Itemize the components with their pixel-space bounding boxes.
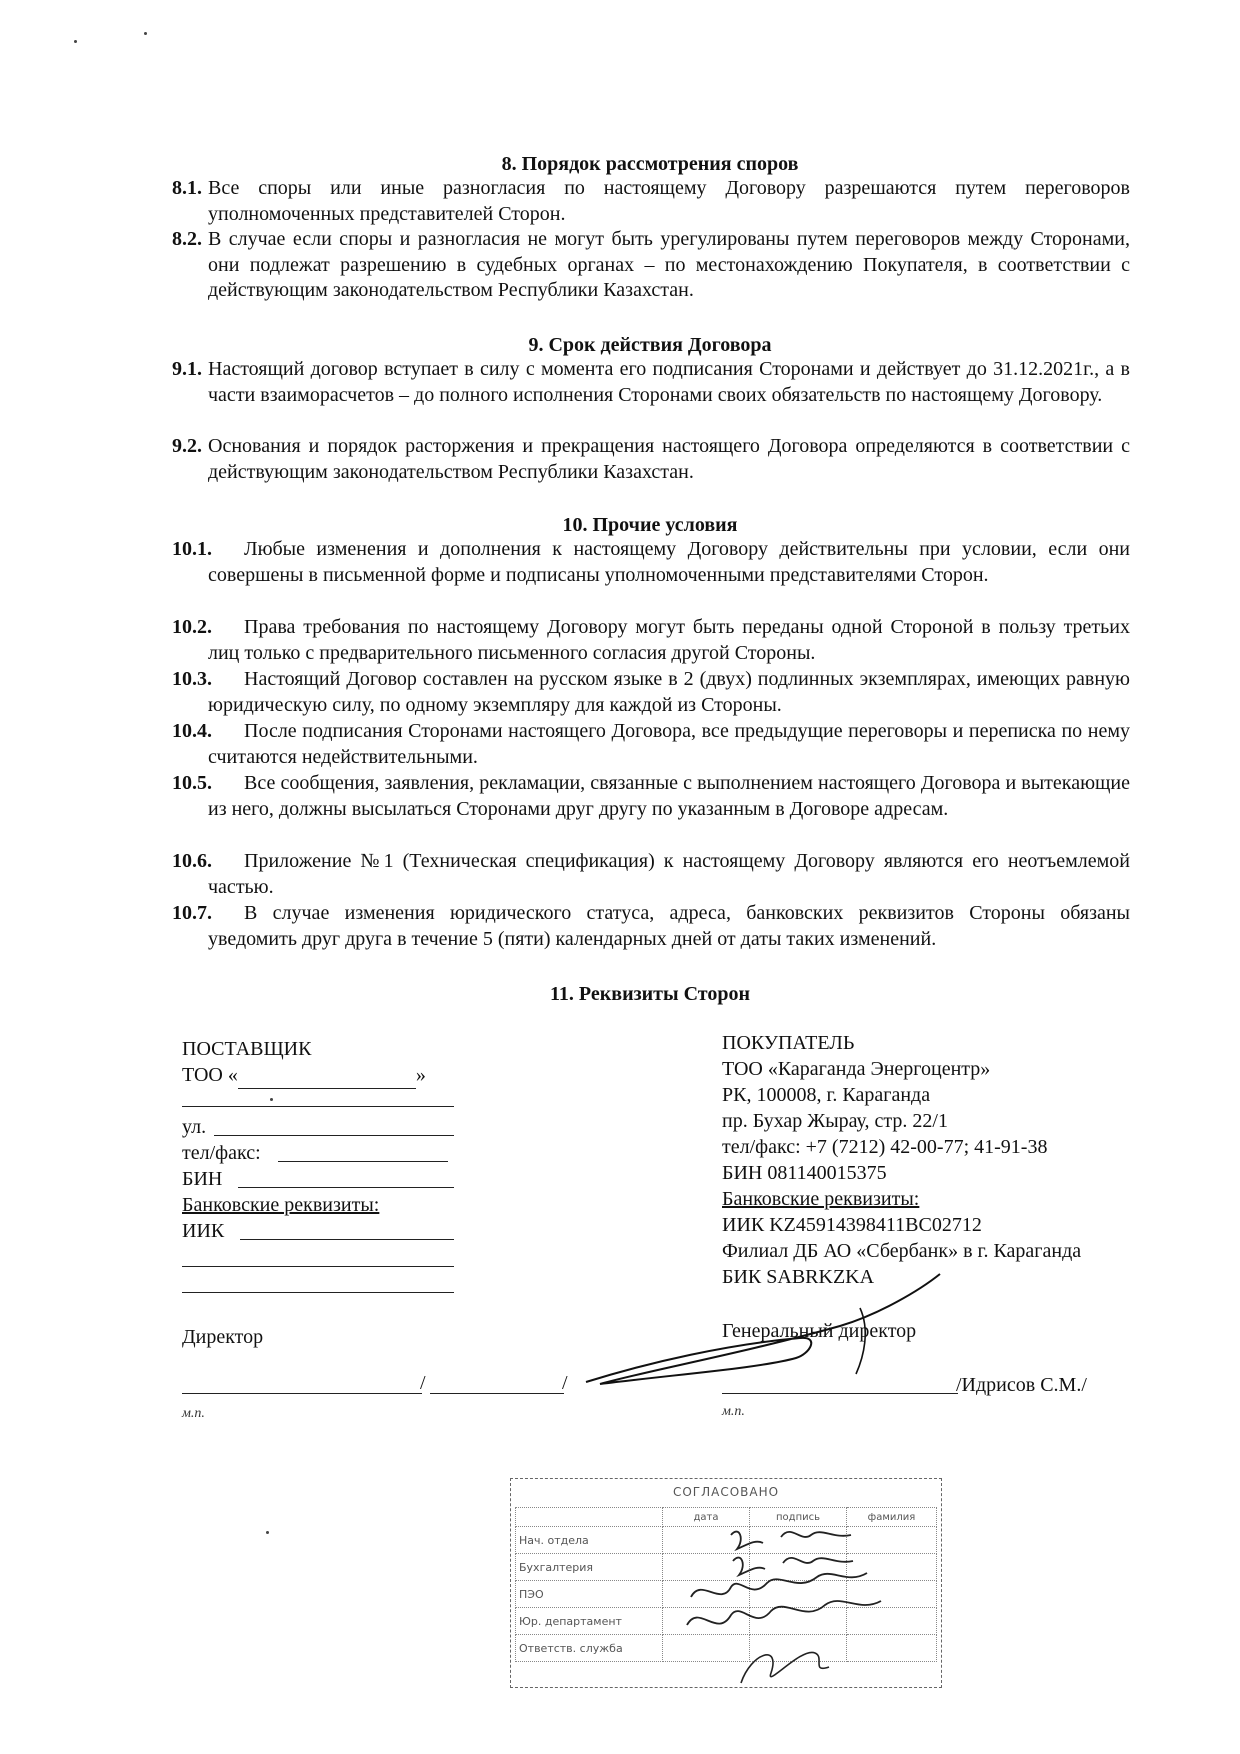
clause-number: 10.7. (172, 902, 212, 924)
section-8-title: 8. Порядок рассмотрения споров (501, 153, 799, 175)
signature-slash: / (562, 1372, 568, 1394)
clause-number: 10.4. (172, 720, 212, 742)
column-header: дата (663, 1508, 750, 1527)
approval-stamp (510, 1478, 942, 1688)
scan-speck (270, 1098, 273, 1101)
clause-text: Все споры или иные разногласия по настоящему Договору разрешаются путем переговоров уполномоченных представителей Сторон. (208, 177, 1130, 225)
buyer-signer-title: Генеральный директор (722, 1320, 917, 1342)
signature-slash: / (420, 1372, 426, 1394)
clause-number: 9.1. (172, 358, 202, 380)
clause-10-5 (172, 771, 1130, 822)
clause-text: Все сообщения, заявления, рекламации, связанные с выполнением настоящего Договора и вытекающие из него, должны высылаться Сторонами друг другу по указанным в Договоре адресам. (208, 772, 1130, 820)
clause-10-4 (172, 719, 1130, 770)
supplier-heading: ПОСТАВЩИК (182, 1038, 312, 1060)
supplier-phone-line (278, 1161, 448, 1162)
clause-10-3 (172, 667, 1130, 718)
supplier-seal-mark: м.п. (182, 1406, 205, 1421)
row-label: Бухгалтерия (516, 1554, 663, 1581)
scan-speck (144, 32, 147, 35)
buyer-phone: тел/факс: +7 (7212) 42-00-77; 41-91-38 (722, 1136, 1048, 1158)
buyer-signature-line (722, 1393, 958, 1394)
row-label: Нач. отдела (516, 1527, 663, 1554)
buyer-signer-name: /Идрисов С.М./ (956, 1374, 1087, 1396)
clause-text: Настоящий договор вступает в силу с момента его подписания Сторонами и действует до 31.12.2021г., а в части взаиморасчетов – до полного исполнения Сторонами своих обязательств по настоящему Договору. (208, 358, 1130, 406)
supplier-street-line (214, 1135, 454, 1136)
clause-10-2 (172, 615, 1130, 666)
clause-text: Любые изменения и дополнения к настоящему Договору действительны при условии, если они совершены в письменной форме и подписаны уполномоченными представителями Сторон. (208, 538, 1130, 586)
buyer-org: ТОО «Караганда Энергоцентр» (722, 1058, 991, 1080)
row-label: ПЭО (516, 1581, 663, 1608)
supplier-street-label: ул. (182, 1116, 207, 1138)
buyer-iik: ИИК KZ45914398411BC02712 (722, 1214, 982, 1236)
supplier-org-prefix: ТОО « (182, 1064, 238, 1086)
clause-8-2 (172, 227, 1130, 304)
table-row (516, 1608, 937, 1635)
section-11-title: 11. Реквизиты Сторон (550, 983, 750, 1005)
clause-10-7 (172, 901, 1130, 952)
supplier-iik-label: ИИК (182, 1220, 225, 1242)
buyer-bik: БИК SABRKZKA (722, 1266, 875, 1288)
clause-text: Основания и порядок расторжения и прекращения настоящего Договора определяются в соответствии с действующим законодательством Республики Казахстан. (208, 435, 1130, 483)
supplier-org-blank (238, 1062, 416, 1089)
supplier-org-line (182, 1062, 426, 1089)
buyer-address-1: РК, 100008, г. Караганда (722, 1084, 931, 1106)
clause-number: 8.1. (172, 177, 202, 199)
supplier-name-line (430, 1393, 564, 1394)
buyer-bank: Филиал ДБ АО «Сбербанк» в г. Караганда (722, 1240, 1082, 1262)
clause-text: Приложение №1 (Техническая спецификация) к настоящему Договору являются его неотъемлемой частью. (208, 850, 1130, 898)
clause-9-2 (172, 434, 1130, 485)
clause-text: Права требования по настоящему Договору могут быть переданы одной Стороной в пользу третьих лиц только с предварительного письменного согласия другой Стороны. (208, 616, 1130, 664)
supplier-bin-label: БИН (182, 1168, 223, 1190)
column-header (516, 1508, 663, 1527)
clause-10-6 (172, 849, 1130, 900)
supplier-blank-line (182, 1266, 454, 1267)
supplier-signer-title: Директор (182, 1326, 264, 1348)
clause-text: Настоящий Договор составлен на русском языке в 2 (двух) подлинных экземплярах, имеющих равную юридическую силу, по одному экземпляру для каждой из Стороны. (208, 668, 1130, 716)
clause-number: 10.6. (172, 850, 212, 872)
clause-number: 10.5. (172, 772, 212, 794)
row-label: Ответств. служба (516, 1635, 663, 1662)
supplier-phone-label: тел/факс: (182, 1142, 261, 1164)
clause-8-1 (172, 176, 1130, 227)
clause-10-1 (172, 537, 1130, 588)
buyer-bank-label: Банковские реквизиты: (722, 1188, 920, 1210)
scan-speck (266, 1531, 269, 1534)
section-9-title: 9. Срок действия Договора (528, 334, 772, 356)
buyer-bin: БИН 081140015375 (722, 1162, 887, 1184)
clause-number: 8.2. (172, 228, 202, 250)
clause-text: В случае если споры и разногласия не могут быть урегулированы путем переговоров между Сторонами, они подлежат разрешению в судебных органах – по местонахождению Покупателя, в соответствии с действующим законодательством Республики Казахстан. (208, 228, 1130, 301)
table-header-row (516, 1508, 937, 1527)
supplier-iik-line (240, 1239, 454, 1240)
supplier-signature-line (182, 1393, 422, 1394)
supplier-blank-line (182, 1106, 454, 1107)
buyer-address-2: пр. Бухар Жырау, стр. 22/1 (722, 1110, 948, 1132)
supplier-bin-line (238, 1187, 454, 1188)
clause-text: После подписания Сторонами настоящего Договора, все предыдущие переговоры и переписка по нему считаются недействительными. (208, 720, 1130, 768)
table-row (516, 1635, 937, 1662)
clause-number: 10.1. (172, 538, 212, 560)
approval-table (515, 1507, 937, 1662)
table-row (516, 1581, 937, 1608)
table-row (516, 1527, 937, 1554)
column-header: фамилия (847, 1508, 937, 1527)
stamp-title: СОГЛАСОВАНО (672, 1485, 780, 1499)
supplier-org-suffix: » (415, 1064, 426, 1086)
clause-number: 10.3. (172, 668, 212, 690)
scan-speck (74, 40, 77, 43)
row-label: Юр. департамент (516, 1608, 663, 1635)
supplier-bank-label: Банковские реквизиты: (182, 1194, 380, 1216)
clause-number: 10.2. (172, 616, 212, 638)
supplier-blank-line (182, 1292, 454, 1293)
table-row (516, 1554, 937, 1581)
clause-text: В случае изменения юридического статуса, адреса, банковских реквизитов Стороны обязаны уведомить друг друга в течение 5 (пяти) календарных дней от даты таких изменений. (208, 902, 1130, 950)
buyer-heading: ПОКУПАТЕЛЬ (722, 1032, 855, 1054)
clause-9-1 (172, 357, 1130, 408)
column-header: подпись (750, 1508, 847, 1527)
section-10-title: 10. Прочие условия (562, 514, 738, 536)
buyer-seal-mark: м.п. (722, 1404, 745, 1419)
clause-number: 9.2. (172, 435, 202, 457)
